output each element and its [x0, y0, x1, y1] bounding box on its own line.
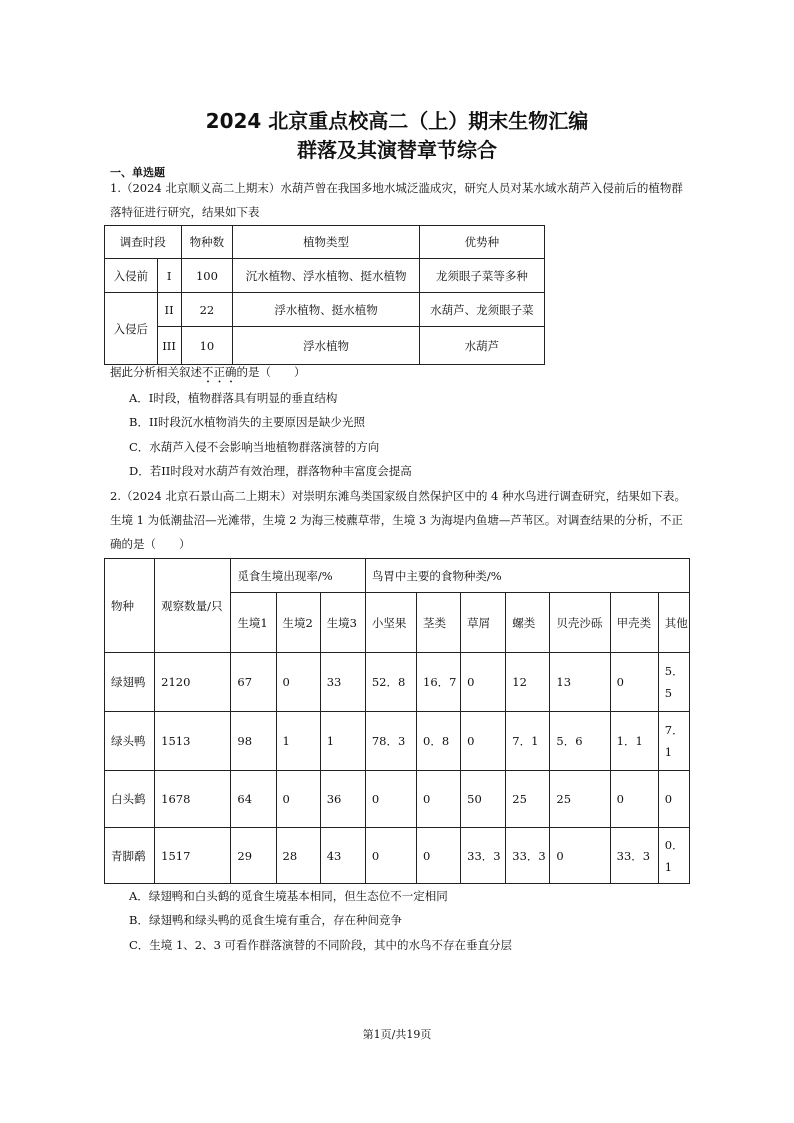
table-cell: 25	[506, 771, 550, 828]
table-cell: 1．1	[610, 712, 658, 771]
table-cell: 22	[181, 293, 233, 327]
table-cell: 0	[276, 653, 320, 712]
table-cell: 2120	[155, 653, 231, 712]
q1-option-c: C．水葫芦入侵不会影响当地植物群落演替的方向	[129, 440, 380, 454]
emphasis-text: 不正确	[202, 365, 237, 379]
header-cell: 茎类	[417, 593, 461, 653]
table-cell: 0	[550, 828, 610, 884]
table-cell: 12	[506, 653, 550, 712]
table-cell: 33	[320, 653, 365, 712]
table-cell: 78．3	[365, 712, 416, 771]
header-cell: 生境1	[231, 593, 276, 653]
q2-stem: 2.（2024 北京石景山高二上期末）对崇明东滩鸟类国家级自然保护区中的 4 种水鸟进行调查研究，结果如下表。生境 1 为低潮盐沼—光滩带，生境 2 为海三棱藨草带，生境 3 为海堤内鱼塘—芦苇区。对调查结果的分析，不正确的是（ ）	[110, 489, 687, 551]
table-row	[105, 293, 545, 327]
table-cell: 5．5	[658, 653, 689, 712]
header-cell: 优势种	[419, 226, 544, 259]
table-cell: 7．1	[658, 712, 689, 771]
q2-option-a: A．绿翅鸭和白头鹤的觅食生境基本相同，但生态位不一定相同	[129, 889, 448, 903]
q1-prompt: 据此分析相关叙述不正确的是（ ）	[110, 365, 306, 379]
header-cell: 生境3	[320, 593, 365, 653]
q1-option-d: D．若II时段对水葫芦有效治理，群落物种丰富度会提高	[129, 464, 412, 478]
header-cell: 观察数量/只	[155, 559, 231, 653]
table-cell: 1517	[155, 828, 231, 884]
species-cell: 绿翅鸭	[105, 653, 155, 712]
header-cell: 调查时段	[105, 226, 182, 259]
page-number: 第1页/共19页	[362, 1028, 432, 1041]
header-cell: 贝壳沙砾	[550, 593, 610, 653]
table-cell: 64	[231, 771, 276, 828]
q1-option-a: A．I时段，植物群落具有明显的垂直结构	[129, 391, 338, 405]
table-cell: 98	[231, 712, 276, 771]
table-cell: 25	[550, 771, 610, 828]
q2-option-c: C．生境 1、2、3 可看作群落演替的不同阶段，其中的水鸟不存在垂直分层	[129, 938, 513, 952]
table-cell: 0	[461, 712, 506, 771]
table-cell: 36	[320, 771, 365, 828]
header-cell: 螺类	[506, 593, 550, 653]
q1-option-b: B．II时段沉水植物消失的主要原因是缺少光照	[129, 415, 366, 429]
header-cell: 物种	[105, 559, 155, 653]
table-cell: 7．1	[506, 712, 550, 771]
section-heading: 一、单选题	[110, 166, 165, 179]
table-cell: 0	[461, 653, 506, 712]
table-cell: 1	[320, 712, 365, 771]
header-cell: 物种数	[181, 226, 233, 259]
table-cell: 0	[610, 771, 658, 828]
header-cell: 植物类型	[233, 226, 420, 259]
q2-option-b: B．绿翅鸭和绿头鸭的觅食生境有重合，存在种间竞争	[129, 913, 402, 927]
table-cell: 0	[658, 771, 689, 828]
table-row	[105, 327, 545, 365]
period-label: 入侵前	[105, 259, 158, 293]
page-subtitle: 群落及其演替章节综合	[297, 138, 497, 162]
table-cell: 浮水植物	[233, 327, 420, 365]
table-cell: 1	[276, 712, 320, 771]
table-cell: 0．1	[658, 828, 689, 884]
table-cell: 5．6	[550, 712, 610, 771]
table-row	[105, 259, 545, 293]
table-cell: 10	[181, 327, 233, 365]
table-cell: 0	[417, 771, 461, 828]
table-cell: 0．8	[417, 712, 461, 771]
table-cell: 100	[181, 259, 233, 293]
table-cell: 33．3	[506, 828, 550, 884]
table-cell: 16．7	[417, 653, 461, 712]
table-header-row	[105, 226, 545, 259]
table-cell: I	[157, 259, 181, 293]
table-cell: 0	[417, 828, 461, 884]
species-cell: 青脚鹬	[105, 828, 155, 884]
table-cell: 0	[610, 653, 658, 712]
table-cell: 43	[320, 828, 365, 884]
table-cell: 沉水植物、浮水植物、挺水植物	[233, 259, 420, 293]
table-cell: 28	[276, 828, 320, 884]
header-cell: 其他	[658, 593, 689, 653]
table-cell: III	[157, 327, 181, 365]
page-title: 2024 北京重点校高二（上）期末生物汇编	[205, 109, 589, 133]
header-cell: 草屑	[461, 593, 506, 653]
table-cell: II	[157, 293, 181, 327]
q1-table	[104, 225, 545, 365]
header-cell: 生境2	[276, 593, 320, 653]
q2-table	[104, 558, 690, 884]
q1-stem: 1.（2024 北京顺义高二上期末）水葫芦曾在我国多地水城泛滥成灾，研究人员对某水域水葫芦入侵前后的植物群落特征进行研究，结果如下表	[110, 181, 683, 219]
table-cell: 龙须眼子菜等多种	[419, 259, 544, 293]
table-row	[105, 828, 690, 884]
header-cell: 鸟胃中主要的食物种类/%	[365, 559, 689, 593]
table-cell: 50	[461, 771, 506, 828]
table-cell: 33．3	[461, 828, 506, 884]
period-label: 入侵后	[105, 293, 158, 365]
species-cell: 白头鹤	[105, 771, 155, 828]
header-cell: 小坚果	[365, 593, 416, 653]
table-cell: 0	[365, 828, 416, 884]
header-cell: 觅食生境出现率/%	[231, 559, 365, 593]
table-cell: 水葫芦、龙须眼子菜	[419, 293, 544, 327]
table-cell: 67	[231, 653, 276, 712]
table-cell: 13	[550, 653, 610, 712]
table-row	[105, 712, 690, 771]
table-header-row	[105, 559, 690, 593]
species-cell: 绿头鸭	[105, 712, 155, 771]
table-cell: 29	[231, 828, 276, 884]
table-row	[105, 653, 690, 712]
table-cell: 1513	[155, 712, 231, 771]
table-row	[105, 771, 690, 828]
table-cell: 52．8	[365, 653, 416, 712]
header-cell: 甲壳类	[610, 593, 658, 653]
table-cell: 0	[365, 771, 416, 828]
table-cell: 1678	[155, 771, 231, 828]
table-cell: 0	[276, 771, 320, 828]
table-cell: 33．3	[610, 828, 658, 884]
table-cell: 水葫芦	[419, 327, 544, 365]
table-cell: 浮水植物、挺水植物	[233, 293, 420, 327]
